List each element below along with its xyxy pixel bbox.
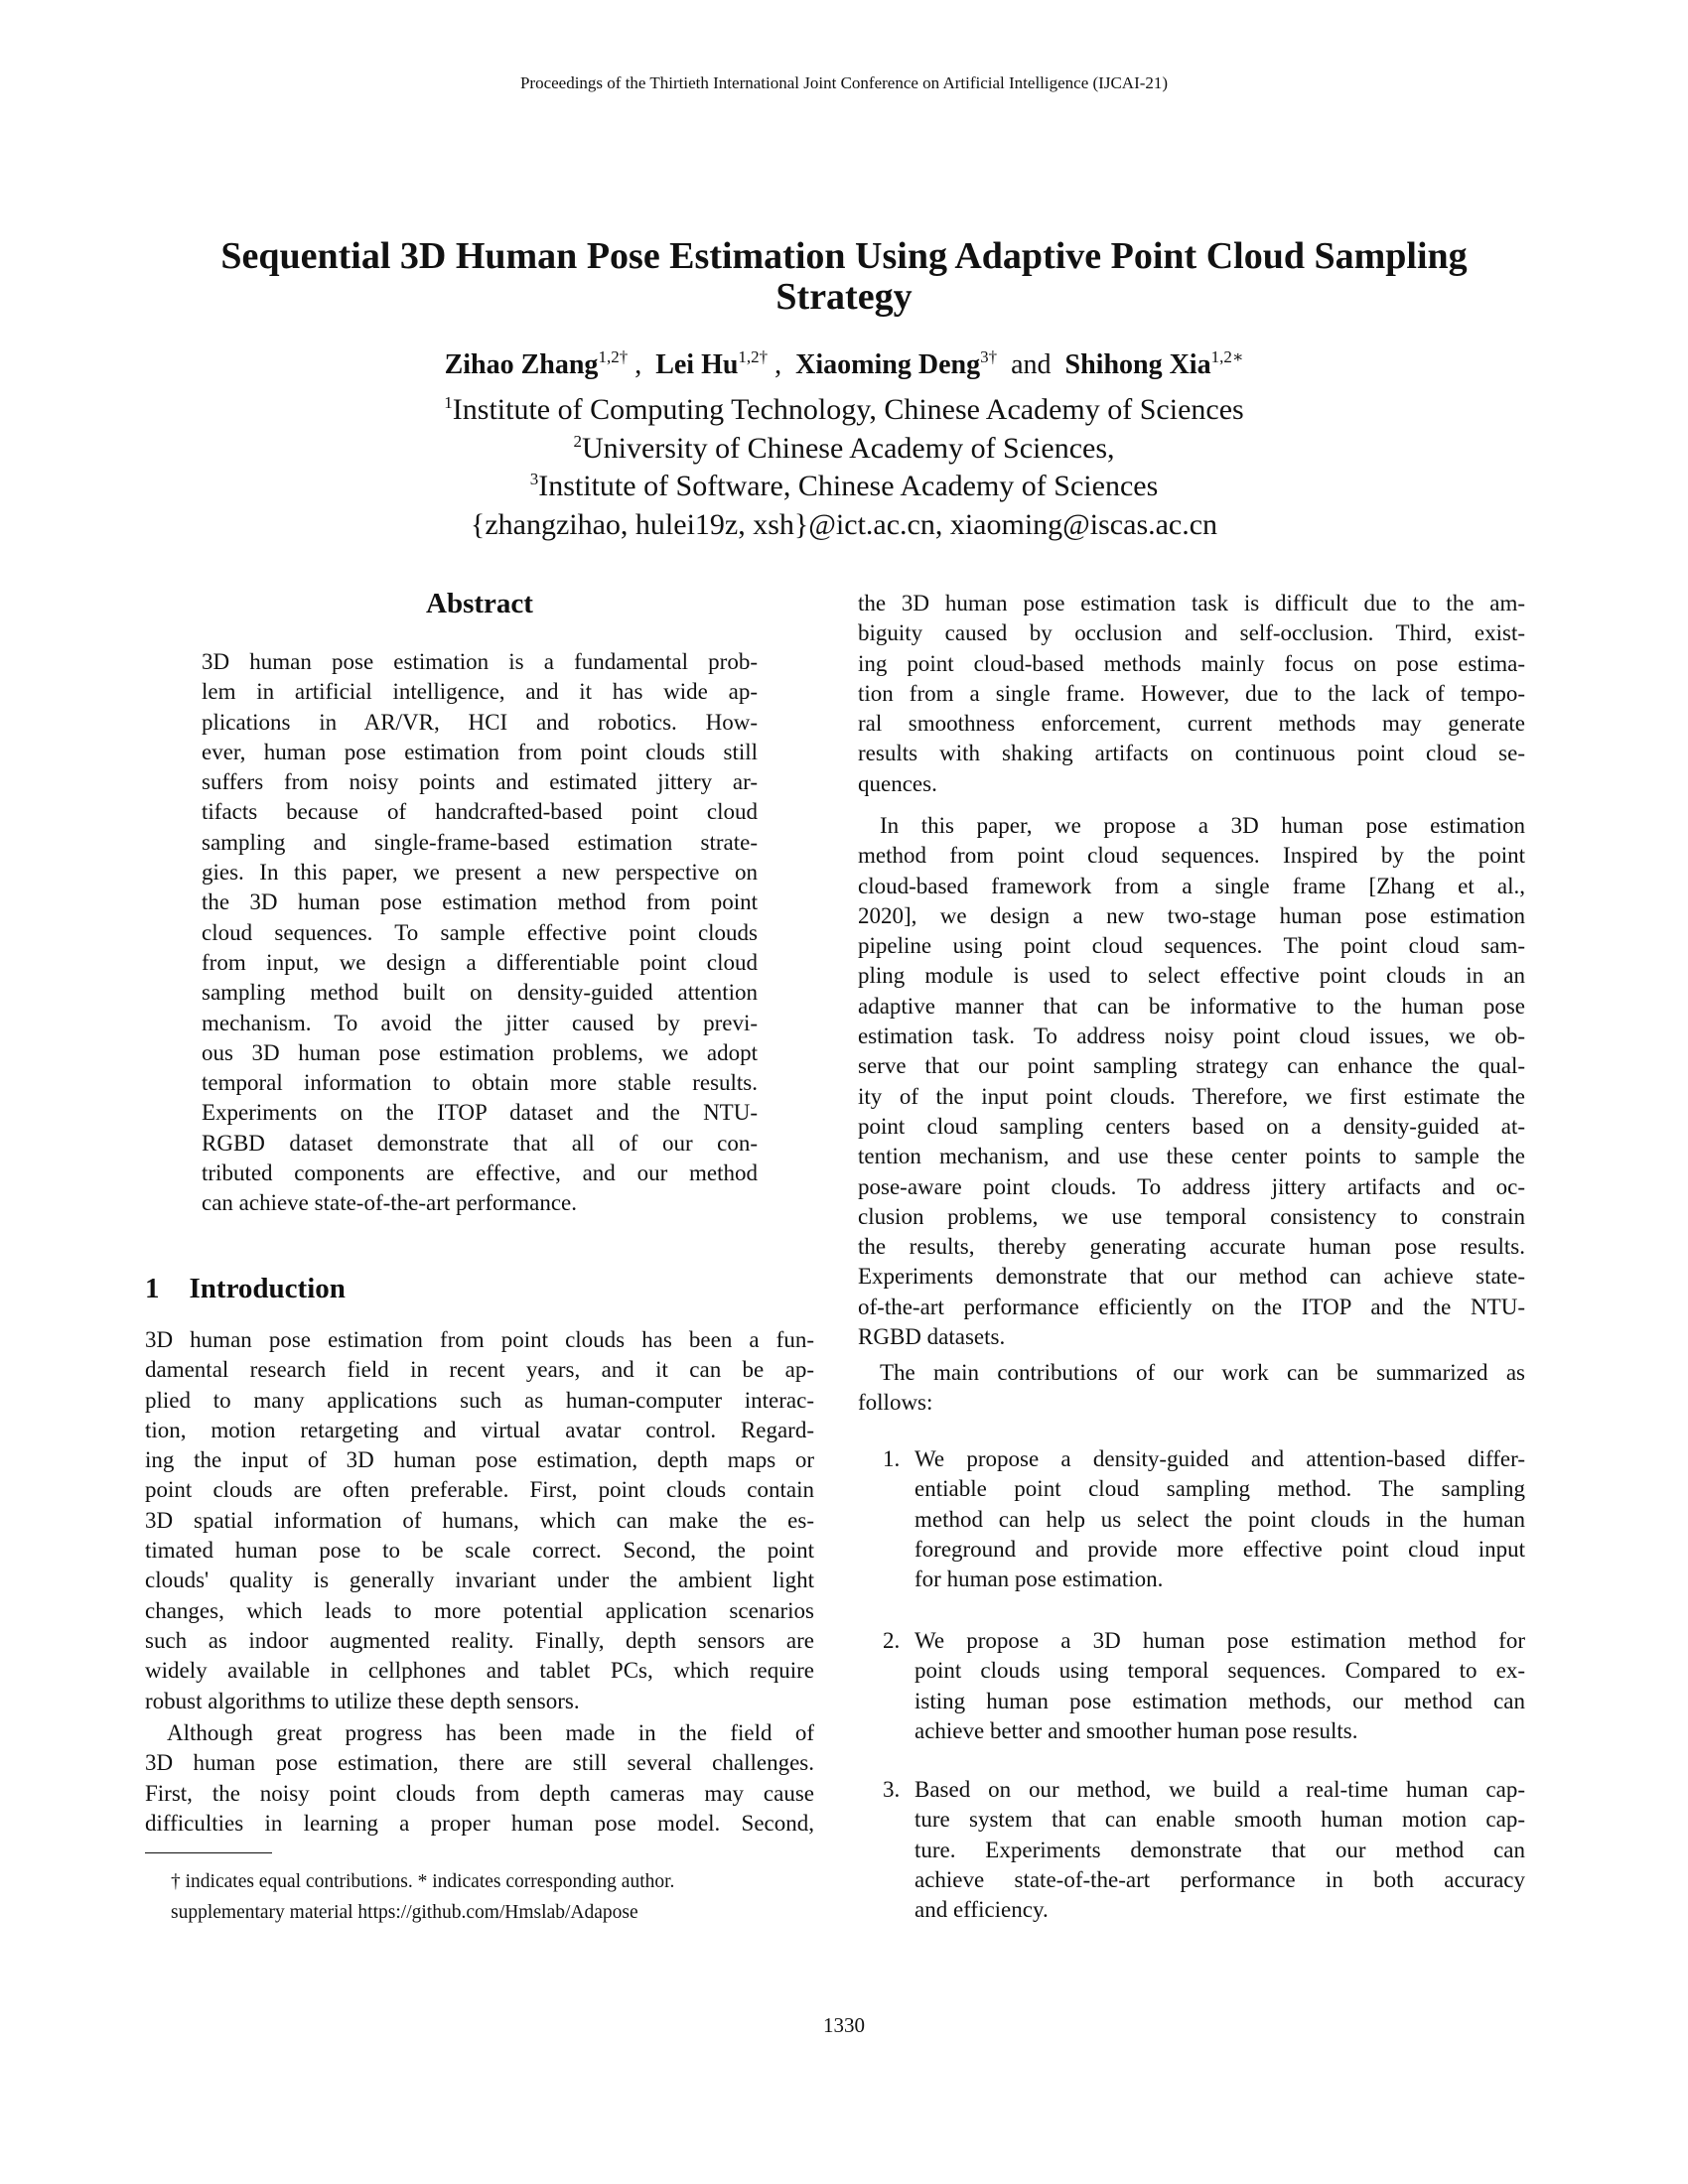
text-line: 2020], we design a new two-stage human pose estimation — [858, 902, 1525, 928]
text-line: from input, we design a differentiable point cloud — [202, 949, 758, 975]
text-line: of-the-art performance efficiently on the ITOP and the NTU- — [858, 1294, 1525, 1319]
text-line: ture. Experiments demonstrate that our method can — [914, 1837, 1525, 1862]
text-line: the results, thereby generating accurate human pose results. — [858, 1234, 1525, 1260]
text-line: difficulties in learning a proper human pose model. Second, — [145, 1810, 814, 1836]
text-line: serve that our point sampling strategy can enhance the qual- — [858, 1053, 1525, 1079]
text-line: entiable point cloud sampling method. The sampling — [914, 1476, 1525, 1502]
text-line: estimation task. To address noisy point cloud issues, we ob- — [858, 1024, 1525, 1049]
text-line: 3D human pose estimation is a fundamental prob- — [202, 649, 758, 674]
intro-paragraph-2 — [145, 1718, 814, 1839]
text-line: We propose a 3D human pose estimation method for — [914, 1628, 1525, 1653]
author-affiliation-mark: 1,2† — [598, 347, 629, 366]
text-line: RGBD datasets. — [858, 1324, 1006, 1350]
affiliation-mark: 1 — [444, 393, 453, 412]
text-line: and efficiency. — [914, 1897, 1049, 1923]
text-line: quences. — [858, 770, 937, 796]
text-line: The main contributions of our work can be summarized as — [880, 1360, 1525, 1385]
abstract-heading: Abstract — [426, 588, 533, 619]
text-line: tributed components are effective, and our method — [202, 1160, 758, 1186]
text-line: biguity caused by occlusion and self-occlusion. Third, exist- — [858, 620, 1525, 646]
affiliation-text: University of Chinese Academy of Sciences, — [581, 431, 1115, 465]
title-line: Strategy — [775, 276, 913, 318]
text-line: cloud-based framework from a single frame [Zhang et al., — [858, 873, 1525, 898]
text-line: timated human pose to be scale correct. Second, the point — [145, 1538, 814, 1564]
affiliation-text: {zhangzihao, hulei19z, xsh}@ict.ac.cn, xiaoming@iscas.ac.cn — [470, 507, 1218, 541]
text-line: tion, motion retargeting and virtual avatar control. Regard- — [145, 1417, 814, 1442]
author-list — [0, 349, 1688, 381]
author-separator: and — [997, 349, 1065, 380]
author-separator: , — [628, 349, 656, 380]
footnote-rule — [145, 1852, 272, 1853]
text-line: sampling method built on density-guided attention — [202, 980, 758, 1006]
paper-title — [99, 236, 1589, 318]
running-header: Proceedings of the Thirtieth International Joint Conference on Artificial Intelligence (IJCAI-21) — [519, 73, 1169, 92]
intro-paragraph-3 — [858, 589, 1525, 799]
author-affiliation-mark: 1,2∗ — [1210, 347, 1244, 366]
affiliation-line — [0, 468, 1688, 506]
text-line: ing the input of 3D human pose estimation, depth maps or — [145, 1447, 814, 1473]
text-line: ture system that can enable smooth human motion cap- — [914, 1807, 1525, 1833]
text-line: damental research field in recent years, and it can be ap- — [145, 1357, 814, 1383]
text-line: clusion problems, we use temporal consistency to constrain — [858, 1203, 1525, 1229]
author-name: Lei Hu — [655, 349, 739, 380]
text-line: lem in artificial intelligence, and it has wide ap- — [202, 679, 758, 705]
footnote: supplementary material https://github.com/Hmslab/Adapose — [171, 1902, 638, 1923]
text-line: plied to many applications such as human-computer interac- — [145, 1387, 814, 1413]
text-line: point clouds are often preferable. First, point clouds contain — [145, 1477, 814, 1503]
affiliation-mark: 3 — [529, 470, 539, 488]
text-line: can achieve state-of-the-art performance. — [202, 1190, 577, 1216]
author-separator: , — [768, 349, 796, 380]
text-line: follows: — [858, 1390, 933, 1416]
text-line: Experiments on the ITOP dataset and the NTU- — [202, 1100, 758, 1126]
text-line: cloud sequences. To sample effective point clouds — [202, 919, 758, 945]
affiliation-line — [0, 430, 1688, 469]
text-line: ous 3D human pose estimation problems, we adopt — [202, 1039, 758, 1065]
text-line: achieve better and smoother human pose results. — [914, 1717, 1358, 1743]
footnote: † indicates equal contributions. * indicates corresponding author. — [171, 1871, 675, 1892]
text-line: tifacts because of handcrafted-based point cloud — [202, 799, 758, 825]
text-line: method can help us select the point clouds in the human — [914, 1506, 1525, 1532]
text-line: pose-aware point clouds. To address jittery artifacts and oc- — [858, 1173, 1525, 1199]
footnotes — [145, 1866, 814, 1928]
text-line: such as indoor augmented reality. Finally, depth sensors are — [145, 1627, 814, 1653]
text-line: robust algorithms to utilize these depth sensors. — [145, 1688, 580, 1713]
item-number: 1. — [883, 1446, 901, 1471]
text-line: tention mechanism, and use these center points to sample the — [858, 1144, 1525, 1169]
text-line: gies. In this paper, we present a new perspective on — [202, 860, 758, 886]
text-line: mechanism. To avoid the jitter caused by previ- — [202, 1010, 758, 1035]
text-line: suffers from noisy points and estimated jittery ar- — [202, 769, 758, 795]
text-line: widely available in cellphones and tablet PCs, which require — [145, 1658, 814, 1684]
text-line: the 3D human pose estimation method from point — [202, 889, 758, 915]
author-name: Shihong Xia — [1064, 349, 1211, 380]
item-text — [914, 1626, 1525, 1746]
text-line: clouds' quality is generally invariant under the ambient light — [145, 1568, 814, 1593]
item-text — [914, 1775, 1525, 1925]
page-number: 1330 — [823, 2013, 865, 2037]
affiliations — [0, 391, 1688, 544]
text-line: the 3D human pose estimation task is difficult due to the am- — [858, 591, 1525, 615]
text-line: 3D human pose estimation from point clouds has been a fun- — [145, 1327, 814, 1352]
title-line: Sequential 3D Human Pose Estimation Using Adaptive Point Cloud Sampling — [220, 235, 1468, 277]
affiliation-text: Institute of Computing Technology, Chinese Academy of Sciences — [452, 393, 1244, 426]
text-line: point cloud sampling centers based on a density-guided at- — [858, 1113, 1525, 1139]
text-line: point clouds using temporal sequences. Compared to ex- — [914, 1658, 1525, 1684]
item-number: 3. — [883, 1777, 901, 1802]
text-line: method from point cloud sequences. Inspired by the point — [858, 843, 1525, 869]
intro-paragraph-4 — [858, 811, 1525, 1352]
text-line: 3D human pose estimation, there are still several challenges. — [145, 1750, 814, 1776]
text-line: foreground and provide more effective point cloud input — [914, 1536, 1525, 1562]
introduction-heading — [145, 1273, 346, 1305]
text-line: sampling and single-frame-based estimation strate- — [202, 829, 758, 855]
author-name: Zihao Zhang — [444, 349, 599, 380]
text-line: Although great progress has been made in the field of — [167, 1720, 814, 1745]
abstract-body — [202, 647, 758, 1219]
affiliation-text: Institute of Software, Chinese Academy of Sciences — [538, 470, 1159, 502]
text-line: ity of the input point clouds. Therefore, we first estimate the — [858, 1083, 1525, 1109]
affiliation-line — [0, 506, 1688, 545]
text-line: ral smoothness enforcement, current methods may generate — [858, 711, 1525, 737]
text-line: ever, human pose estimation from point clouds still — [202, 739, 758, 764]
section-number: 1 — [145, 1273, 160, 1304]
text-line: temporal information to obtain more stable results. — [202, 1070, 758, 1096]
section-title: Introduction — [189, 1273, 346, 1304]
text-line: First, the noisy point clouds from depth cameras may cause — [145, 1780, 814, 1806]
text-line: results with shaking artifacts on continuous point cloud se- — [858, 741, 1525, 766]
text-line: changes, which leads to more potential application scenarios — [145, 1597, 814, 1623]
affiliation-line — [0, 391, 1688, 430]
text-line: isting human pose estimation methods, our method can — [914, 1688, 1525, 1713]
intro-paragraph-5 — [858, 1358, 1525, 1419]
text-line: We propose a density-guided and attention-based differ- — [914, 1446, 1525, 1471]
text-line: Experiments demonstrate that our method can achieve state- — [858, 1264, 1525, 1290]
author-affiliation-mark: 1,2† — [738, 347, 769, 366]
text-line: In this paper, we propose a 3D human pose estimation — [880, 813, 1525, 838]
text-line: Based on our method, we build a real-time human cap- — [914, 1777, 1525, 1802]
text-line: for human pose estimation. — [914, 1567, 1164, 1592]
text-line: plications in AR/VR, HCI and robotics. How- — [202, 709, 758, 735]
text-line: adaptive manner that can be informative to the human pose — [858, 993, 1525, 1019]
author-name: Xiaoming Deng — [795, 349, 981, 380]
text-line: RGBD dataset demonstrate that all of our con- — [202, 1130, 758, 1156]
item-text — [914, 1444, 1525, 1594]
intro-paragraph-1 — [145, 1325, 814, 1716]
author-affiliation-mark: 3† — [980, 347, 998, 366]
text-line: ing point cloud-based methods mainly focus on pose estima- — [858, 650, 1525, 676]
text-line: tion from a single frame. However, due to the lack of tempo- — [858, 680, 1525, 706]
affiliation-mark: 2 — [573, 431, 582, 451]
text-line: pipeline using point cloud sequences. The point cloud sam- — [858, 933, 1525, 959]
text-line: pling module is used to select effective point clouds in an — [858, 963, 1525, 989]
text-line: 3D spatial information of humans, which can make the es- — [145, 1507, 814, 1533]
text-line: achieve state-of-the-art performance in both accuracy — [914, 1866, 1525, 1892]
item-number: 2. — [883, 1628, 901, 1653]
